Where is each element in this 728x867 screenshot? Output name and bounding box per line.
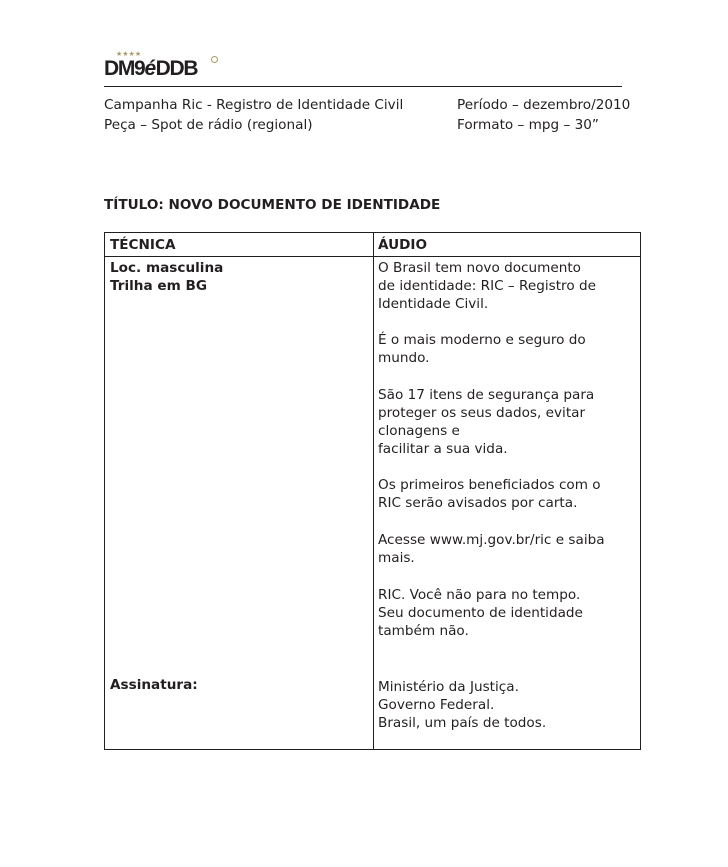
audio-line: mais. [378, 550, 415, 566]
audio-line: Governo Federal. [378, 697, 495, 713]
document-title: TÍTULO: NOVO DOCUMENTO DE IDENTIDADE [104, 197, 441, 213]
registered-mark-icon [211, 56, 218, 63]
audio-line: O Brasil tem novo documento [378, 260, 581, 276]
audio-line: São 17 itens de segurança para [378, 387, 595, 403]
audio-line: Os primeiros beneficiados com o [378, 477, 601, 493]
tecnica-signature-label: Assinatura: [110, 677, 198, 693]
audio-line: proteger os seus dados, evitar [378, 405, 586, 421]
campaign-name: Campanha Ric - Registro de Identidade Civil [104, 97, 404, 113]
script-table [104, 232, 641, 750]
format: Formato – mpg – 30” [457, 117, 599, 133]
audio-line: Ministério da Justiça. [378, 679, 519, 695]
header-row-divider [105, 256, 640, 257]
column-header-tecnica: TÉCNICA [110, 237, 176, 253]
agency-logo [104, 50, 234, 82]
audio-line: também não. [378, 623, 469, 639]
piece-type: Peça – Spot de rádio (regional) [104, 117, 313, 133]
period: Período – dezembro/2010 [457, 97, 631, 113]
tecnica-track: Trilha em BG [110, 278, 208, 294]
audio-line: Seu documento de identidade [378, 605, 583, 621]
tecnica-voice: Loc. masculina [110, 260, 224, 276]
audio-line: facilitar a sua vida. [378, 441, 508, 457]
column-header-audio: ÁUDIO [378, 237, 428, 253]
audio-line: RIC. Você não para no tempo. [378, 587, 581, 603]
logo-wordmark: DM9éDDB [104, 57, 198, 80]
audio-line: clonagens e [378, 423, 460, 439]
audio-line: Identidade Civil. [378, 296, 489, 312]
header-rule [104, 86, 622, 87]
audio-line: de identidade: RIC – Registro de [378, 278, 596, 294]
column-divider [373, 233, 374, 749]
audio-line: Brasil, um país de todos. [378, 715, 547, 731]
logo-stars: ★★★★ [116, 50, 142, 58]
audio-line: É o mais moderno e seguro do [378, 332, 586, 348]
audio-line: Acesse www.mj.gov.br/ric e saiba [378, 532, 605, 548]
audio-line: RIC serão avisados por carta. [378, 495, 578, 511]
audio-line: mundo. [378, 350, 430, 366]
